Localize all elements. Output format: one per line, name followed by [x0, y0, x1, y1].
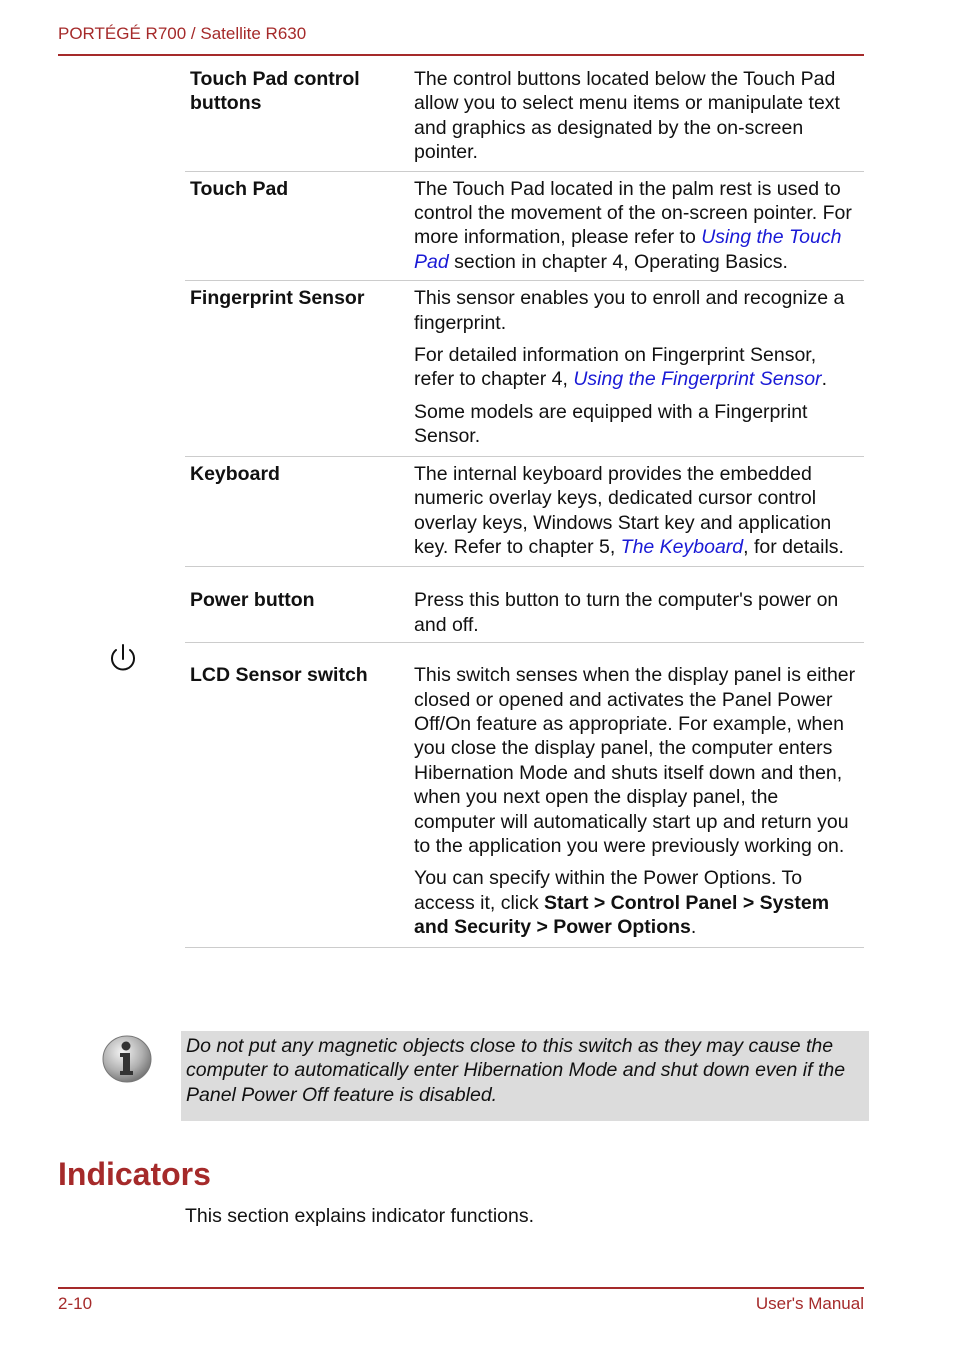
- desc-touchpad: [409, 171, 864, 281]
- section-intro: This section explains indicator functions.: [185, 1205, 535, 1227]
- table-row: [185, 281, 864, 456]
- desc-paragraph: This switch senses when the display panel is either closed or opened and activates the Panel Power Off/On feature as appropriate. For example, when you close the display panel, the computer enters Hibernation Mode and shuts itself down and then, when you next open the display panel, the computer will automatically start up and return you to the application you were previously working on.: [414, 664, 856, 857]
- term-keyboard: Keyboard: [190, 462, 280, 485]
- desc-power-button: Press this button to turn the computer's power on and off.: [414, 589, 839, 636]
- desc-touchpad-buttons: The control buttons located below the Touch Pad allow you to select menu items or manipulate text and graphics as designated by the on-screen pointer.: [414, 68, 840, 164]
- menu-path: Start > Control Panel > System and Security > Power Options: [414, 891, 830, 939]
- table-row: [185, 643, 864, 947]
- desc-text: The internal keyboard provides the embedded numeric overlay keys, dedicated cursor control overlay keys, Windows Start key and application key. Refer to chapter 5,: [414, 462, 832, 558]
- note-box: [181, 1031, 869, 1121]
- term-lcd-sensor: LCD Sensor switch: [190, 664, 368, 687]
- manual-title: User's Manual: [755, 1294, 864, 1313]
- term-fingerprint: Fingerprint Sensor: [190, 287, 365, 310]
- desc-keyboard: [409, 456, 864, 567]
- desc-text: .: [821, 368, 827, 391]
- desc-text: section in chapter 4, Operating Basics.: [448, 250, 788, 273]
- desc-paragraph: Some models are equipped with a Fingerprint Sensor.: [414, 400, 808, 448]
- footer-rule: [58, 1287, 864, 1289]
- desc-text: .: [690, 916, 697, 939]
- desc-lcd-sensor: [409, 643, 864, 947]
- desc-text: You can specify within the Power Options. To access it, click: [414, 867, 803, 914]
- desc-paragraph: This sensor enables you to enroll and recognize a fingerprint.: [414, 287, 845, 334]
- table-row: [185, 171, 864, 281]
- desc-paragraph: [414, 866, 859, 939]
- page-number: 2-10: [58, 1294, 93, 1313]
- term-touchpad: Touch Pad: [190, 177, 289, 200]
- info-icon: [101, 1034, 153, 1084]
- link-using-touchpad[interactable]: Using the Touch Pad: [414, 226, 842, 273]
- link-the-keyboard[interactable]: The Keyboard: [620, 535, 744, 558]
- note-text: Do not put any magnetic objects close to this switch as they may cause the computer to automatically enter Hibernation Mode and shut down even if the Panel Power Off feature is disabled.: [186, 1035, 846, 1106]
- feature-table: [185, 62, 864, 948]
- desc-text: For detailed information on Fingerprint Sensor, refer to chapter 4,: [414, 344, 817, 391]
- table-row: [185, 62, 864, 171]
- desc-text: The Touch Pad located in the palm rest is used to control the movement of the on-screen pointer. For more information, please refer to: [414, 177, 852, 249]
- header-rule: [58, 54, 864, 56]
- link-using-fingerprint[interactable]: Using the Fingerprint Sensor: [573, 368, 822, 391]
- desc-text: , for details.: [743, 535, 844, 558]
- section-heading: Indicators: [58, 1156, 211, 1192]
- desc-fingerprint: [409, 281, 864, 456]
- term-touchpad-buttons: Touch Pad control buttons: [190, 68, 360, 115]
- desc-paragraph: [414, 343, 859, 392]
- table-row: [185, 456, 864, 567]
- running-header: PORTÉGÉ R700 / Satellite R630: [58, 24, 307, 43]
- power-icon: [107, 642, 139, 676]
- term-power-button: Power button: [190, 589, 315, 612]
- table-row: [185, 567, 864, 643]
